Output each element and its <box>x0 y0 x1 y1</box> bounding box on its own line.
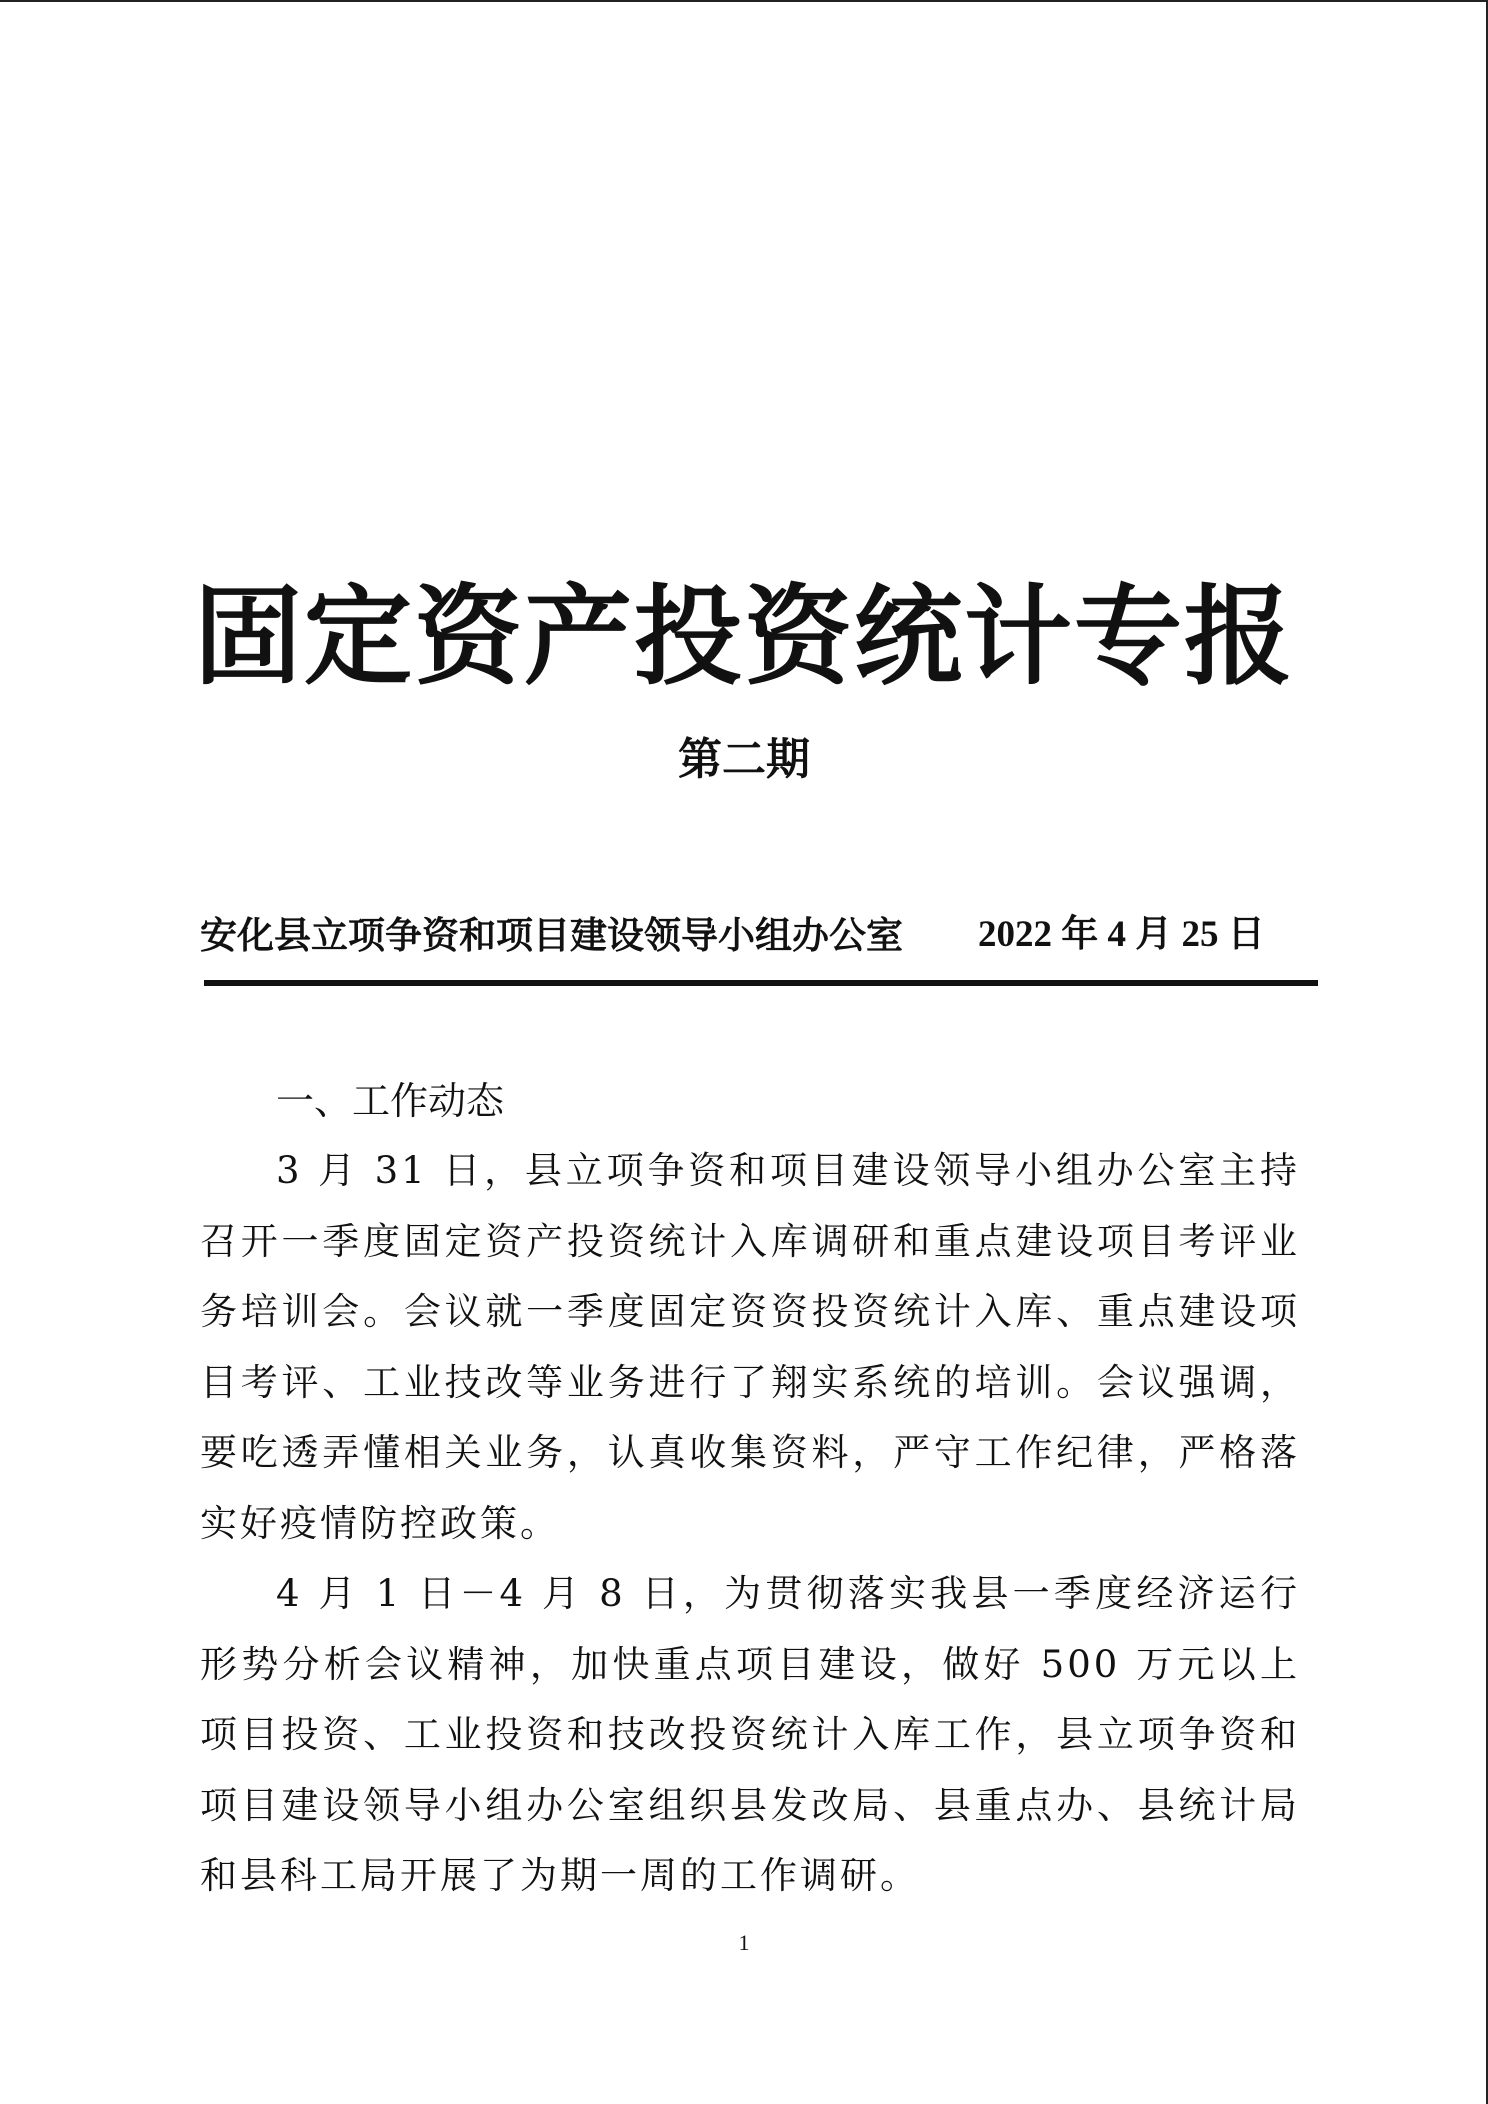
issuer-line <box>200 905 1320 965</box>
issue-date: 2022 年 4 月 25 日 <box>978 914 1265 955</box>
main-content <box>200 1066 1300 1912</box>
document-title: 固定资产投资统计专报 <box>193 574 1294 701</box>
page-number: 1 <box>738 1930 750 1955</box>
issuing-organization: 安化县立项争资和项目建设领导小组办公室 <box>200 913 903 957</box>
paragraph-training-meeting: 3 月 31 日，县立项争资和项目建设领导小组办公室主持召开一季度固定资产投资统计入库调研和重点建设项目考评业务培训会。会议就一季度固定资资投资统计入库、重点建设项目考评、工业技改等业务进行了翔实系统的培训。会议强调，要吃透弄懂相关业务，认真收集资料，严守工作纪律，严格落实好疫情防控政策。 <box>200 1149 1300 1545</box>
section-heading: 一、工作动态 <box>276 1079 505 1123</box>
paragraph-work-survey: 4 月 1 日－4 月 8 日，为贯彻落实我县一季度经济运行形势分析会议精神，加快重点项目建设，做好 500 万元以上项目投资、工业投资和技改投资统计入库工作，县立项争资和项目建设领导小组办公室组织县发改局、县重点办、县统计局和县科工局开展了为期一周的工作调研。 <box>200 1572 1300 1897</box>
issue-number: 第二期 <box>678 734 810 785</box>
header-divider <box>204 980 1318 986</box>
